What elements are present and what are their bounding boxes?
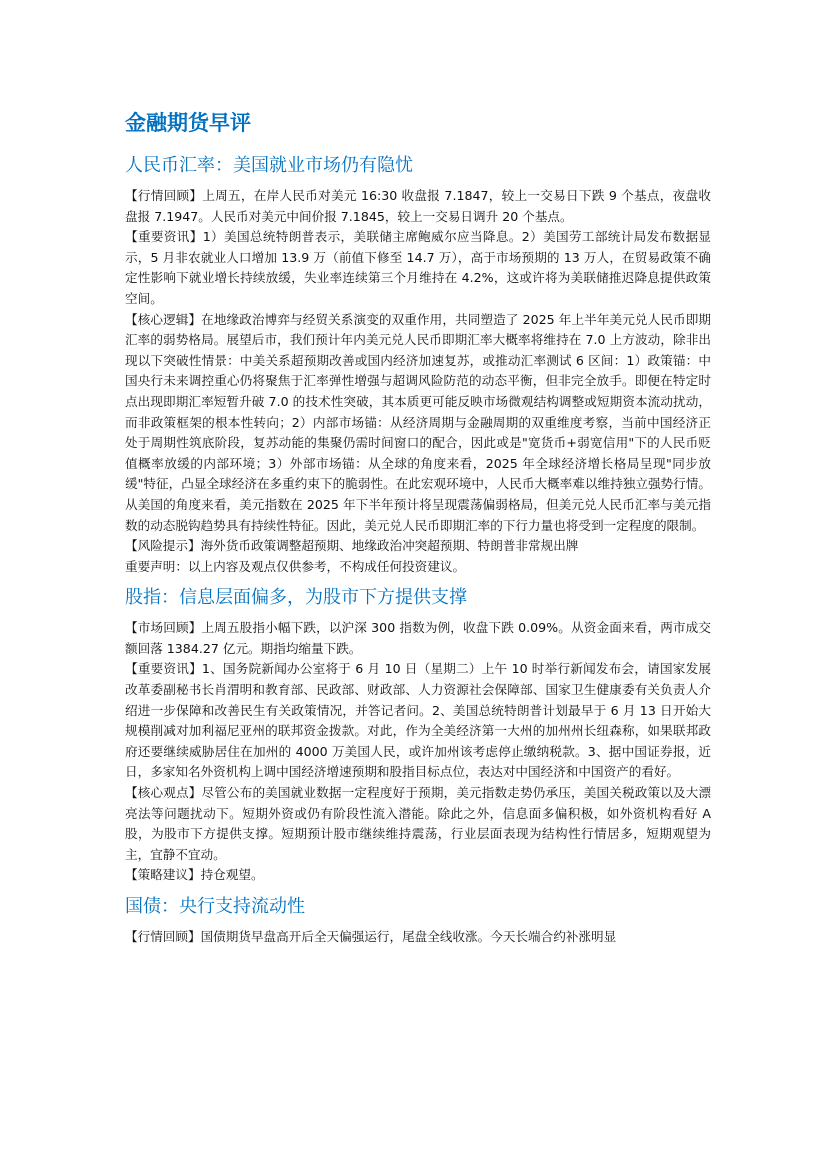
- paragraph-core-view: [125, 783, 711, 865]
- paragraph-tag: 【市场回顾】: [125, 620, 202, 636]
- section-heading: 国债：央行支持流动性: [125, 896, 305, 917]
- paragraph-text: 1）美国总统特朗普表示，美联储主席鲍威尔应当降息。2）美国劳工部统计局发布数据显示，5 月非农就业人口增加 13.9 万（前值下修至 14.7 万），高于市场预期的 13 万人，在贸易政策不确定性影响下就业增长持续放缓，失业率连续第三个月维持在 4.2%，这或许将为美联储推迟降息提供政策空间。: [125, 229, 712, 306]
- paragraph-text: 在地缘政治博弈与经贸关系演变的双重作用，共同塑造了 2025 年上半年美元兑人民币即期汇率的弱势格局。展望后市，我们预计年内美元兑人民币即期汇率大概率将维持在 7.0 上方波动，除非出现以下突破性情景：中美关系超预期改善或国内经济加速复苏，或推动汇率测试 6 区间：1）政策锚：中国央行未来调控重心仍将聚焦于汇率弹性增强与超调风险防范的动态平衡，但非完全放手。即便在特定时点出现即期汇率短暂升破 7.0 的技术性突破，其本质更可能反映市场微观结构调整或短期资本流动扰动，而非政策框架的根本性转向；2）内部市场锚：从经济周期与金融周期的双重维度考察，当前中国经济正处于周期性筑底阶段，复苏动能的集聚仍需时间窗口的配合，因此或是"宽货币+弱宽信用"下的人民币贬值概率放缓的内部环境；3）外部市场锚：从全球的角度来看，2025 年全球经济增长格局呈现"同步放缓"特征，凸显全球经济在多重约束下的脆弱性。在此宏观环境中，人民币大概率难以维持独立强势行情。从美国的角度来看，美元指数在 2025 年下半年预计将呈现震荡偏弱格局，但美元兑人民币汇率与美元指数的动态脱钩趋势具有持续性特征。因此，美元兑人民币即期汇率的下行力量也将受到一定程度的限制。: [125, 311, 712, 533]
- section-heading: 股指：信息层面偏多，为股市下方提供支撑: [125, 587, 467, 609]
- page-title: 金融期货早评: [125, 111, 251, 135]
- paragraph-text: 1、国务院新闻办公室将于 6 月 10 日（星期二）上午 10 时举行新闻发布会，请国家发展改革委副秘书长肖渭明和教育部、民政部、财政部、人力资源社会保障部、国家卫生健康委有关负责人介绍进一步保障和改善民生有关政策情况，并答记者问。2、美国总统特朗普计划最早于 6 月 13 日开始大规模削减对加利福尼亚州的联邦资金拨款。对此，作为全美经济第一大州的加州州长纽森称，如果联邦政府还要继续威胁居住在加州的 4000 万美国人民，或许加州该考虑停止缴纳税款。3、据中国证券报，近日，多家知名外资机构上调中国经济增速预期和股指目标点位，表达对中国经济和中国资产的看好。: [125, 661, 711, 780]
- paragraph-text: 国债期货早盘高开后全天偏强运行，尾盘全线收涨。今天长端合约补涨明显: [200, 929, 617, 944]
- paragraph-tag: 【核心逻辑】: [125, 311, 202, 327]
- paragraph-key-news: [125, 659, 711, 783]
- section-rmb-exchange-rate: [125, 153, 711, 577]
- section-heading: 人民币汇率：美国就业市场仍有隐忧: [125, 155, 413, 176]
- paragraph-tag: 【行情回顾】: [125, 188, 203, 203]
- paragraph-tag: 【重要资讯】: [125, 661, 202, 677]
- paragraph-key-news: [125, 227, 711, 309]
- paragraph-tag: 【行情回顾】: [125, 929, 201, 944]
- paragraph-risk-warning: [125, 536, 711, 557]
- paragraph-core-logic: [125, 310, 711, 537]
- paragraph-strategy: [125, 865, 711, 886]
- paragraph-text: 尽管公布的美国就业数据一定程度好于预期，美元指数走势仍承压，美国关税政策以及大漂亮法等问题扰动下。短期外资或仍有阶段性流入潜能。除此之外，信息面多偏积极，如外资机构看好 A 股，为股市下方提供支撑。短期预计股市继续维持震荡，行业层面表现为结构性行情居多，短期观望为主，宜静不宜动。: [125, 785, 712, 862]
- paragraph-text: 上周五股指小幅下跌，以沪深 300 指数为例，收盘下跌 0.09%。从资金面来看，两市成交额回落 1384.27 亿元。期指均缩量下跌。: [125, 620, 712, 656]
- paragraph-text: 持仓观望。: [200, 867, 264, 883]
- paragraph-tag: 【风险提示】: [125, 538, 201, 554]
- paragraph-text: 重要声明：以上内容及观点仅供参考，不构成任何投资建议。: [125, 558, 466, 574]
- paragraph-text: 上周五，在岸人民币对美元 16:30 收盘报 7.1847，较上一交易日下跌 9 个基点，夜盘收盘报 7.1947。人民币对美元中间价报 7.1845，较上一交易日调升 20 个基点。: [125, 188, 712, 224]
- section-stock-index: [125, 585, 711, 886]
- paragraph-tag: 【核心观点】: [125, 785, 202, 801]
- paragraph-market-review: [125, 927, 711, 948]
- document-content: [125, 108, 711, 956]
- paragraph-text: 海外货币政策调整超预期、地缘政治冲突超预期、特朗普非常规出牌: [200, 538, 579, 554]
- paragraph-tag: 【重要资讯】: [125, 229, 203, 245]
- paragraph-disclaimer: [125, 557, 711, 578]
- paragraph-market-review: [125, 186, 711, 227]
- section-treasury-bonds: [125, 894, 711, 948]
- paragraph-tag: 【策略建议】: [125, 867, 201, 883]
- paragraph-market-review: [125, 618, 711, 659]
